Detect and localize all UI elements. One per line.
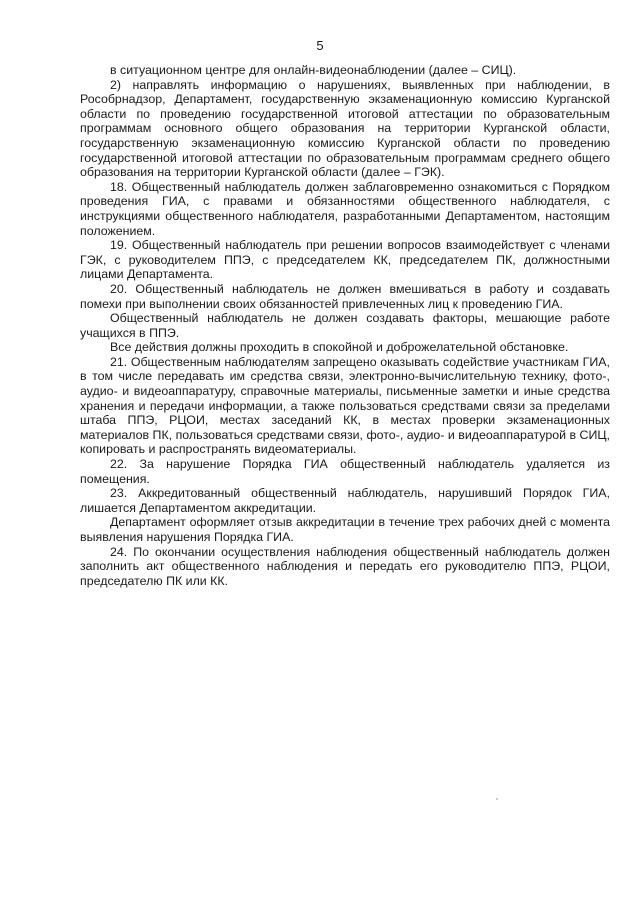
paragraph-item-23: 23. Аккредитованный общественный наблюдатель, нарушивший Порядок ГИА, лишается Департаментом аккредитации. xyxy=(80,486,610,515)
paragraph-item-21: 21. Общественным наблюдателям запрещено оказывать содействие участникам ГИА, в том числе передавать им средства связи, электронно-вычислительную технику, фото-, аудио- и видеоаппаратуру, справочные материалы, письменные заметки и иные средства хранения и передачи информации, а также пользоваться средствами связи за пределами штаба ППЭ, РЦОИ, местах заседаний КК, в местах проверки экзаменационных материалов ПК, пользоваться средствами связи, фото-, аудио- и видеоаппаратурой в СИЦ, копировать и распространять видеоматериалы. xyxy=(80,354,610,457)
paragraph-item-20: 20. Общественный наблюдатель не должен вмешиваться в работу и создавать помехи при выполнении своих обязанностей привлеченных лиц к проведению ГИА. xyxy=(80,281,610,311)
paragraph-item-23-revocation: Департамент оформляет отзыв аккредитации в течение трех рабочих дней с момента выявления нарушения Порядка ГИА. xyxy=(80,515,610,544)
paragraph-item-20-factors: Общественный наблюдатель не должен создавать факторы, мешающие работе учащихся в ППЭ. xyxy=(80,311,610,340)
paragraph-item-24: 24. По окончании осуществления наблюдения общественный наблюдатель должен заполнить акт общественного наблюдения и передать его руководителю ППЭ, РЦОИ, председателю ПК или КК. xyxy=(80,544,610,588)
scan-speck xyxy=(496,798,498,800)
paragraph-item-22: 22. За нарушение Порядка ГИА общественный наблюдатель удаляется из помещения. xyxy=(80,457,610,486)
paragraph-item-19: 19. Общественный наблюдатель при решении вопросов взаимодействует с членами ГЭК, с руководителем ППЭ, с председателем КК, председателем ПК, должностными лицами Департамента. xyxy=(80,238,610,282)
paragraph-item-2-reporting: 2) направлять информацию о нарушениях, выявленных при наблюдении, в Рособрнадзор, Департамент, государственную экзаменационную комиссию Курганской области по проведению государственной итоговой аттестации по образовательным программам основного общего образования на территории Курганской области, государственную экзаменационную комиссию Курганской области по проведению государственной итоговой аттестации по образовательным программам среднего общего образования на территории Курганской области (далее – ГЭК). xyxy=(80,77,610,180)
paragraph-sits-definition: в ситуационном центре для онлайн-видеонаблюдении (далее – СИЦ). xyxy=(110,63,517,77)
document-body xyxy=(80,63,610,588)
paragraph-item-18: 18. Общественный наблюдатель должен заблаговременно ознакомиться с Порядком проведения ГИА, с правами и обязанностями общественного наблюдателя, с инструкциями общественного наблюдателя, разработанными Департаментом, настоящим положением. xyxy=(80,179,610,238)
page-number: 5 xyxy=(316,38,324,53)
paragraph-item-20-atmosphere: Все действия должны проходить в спокойной и доброжелательной обстановке. xyxy=(110,340,569,355)
